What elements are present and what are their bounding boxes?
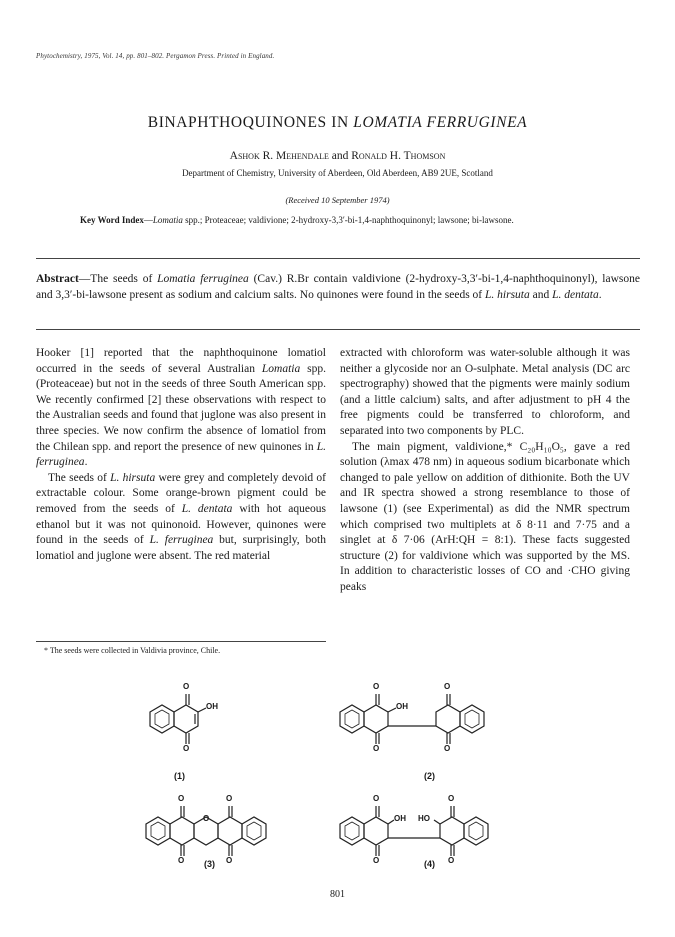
footnote-rule [36,641,326,642]
italic-run: L. ferruginea [36,440,326,469]
keyword-text: spp.; Proteaceae; valdivione; 2-hydroxy-3,3′-bi-1,4-naphthoquinonyl; lawsone; bi-lawsone. [182,215,514,225]
italic-run: Lomatia [261,362,301,375]
oxygen-atom: O [226,794,233,803]
abstract-text: The seeds of [90,273,158,285]
abstract-italic: L. hirsuta [485,288,530,301]
abstract-italic: Lomatia ferruginea [157,273,249,285]
paragraph: The main pigment, valdivione,* C₂₀H₁₀O₅, gave a red solution (λmax 478 nm) in aqueous sodium bicarbonate which changed to pale yellow on addition of dithionite. Both the UV and IR spectra showed a strong resemblance to those of lawsone (1) (see Experimental) as did the NMR spectrum which comprised two multiplets at δ 8·11 and 7·75 and a singlet at δ 7·06 (ArH:QH = 8:1). These facts suggested structure (2) for valdivione which was supported by the MS. In addition to characteristic losses of CO and ·CHO giving peaks [340,440,630,593]
page-number: 801 [330,889,345,900]
structure-1-label: (1) [174,771,185,781]
oxygen-atom: O [448,856,455,865]
structure-1 [140,672,250,757]
abstract-text: and [529,288,553,301]
hydroxyl-group: OH [394,814,406,823]
structure-2-drawing [330,672,510,752]
right-column [340,346,630,596]
hydroxyl-group: OH [396,702,408,711]
abstract-italic: L. dentata [552,288,599,301]
title-main: BINAPHTHOQUINONES IN [147,114,354,131]
structure-3 [140,784,320,869]
title-italic: LOMATIA FERRUGINEA [353,114,528,131]
oxygen-atom: O [373,682,380,691]
author-line [0,150,675,162]
paragraph [36,471,326,565]
structure-4 [330,784,520,869]
affiliation: Department of Chemistry, University of Aberdeen, Old Aberdeen, AB9 2UE, Scotland [182,168,493,178]
text-run: were grey and completely devoid of extractable colour. Some orange-brown pigment could be removed from the seeds of [36,471,326,515]
oxygen-atom: O [178,794,185,803]
oxygen-atom: O [444,682,451,691]
hydroxyl-group: OH [206,702,218,711]
oxygen-atom: O [178,856,185,865]
structure-2 [330,672,510,757]
oxygen-atom: O [373,744,380,753]
oxygen-atom: O [226,856,233,865]
divider-bottom [36,329,640,330]
divider-top [36,258,640,259]
oxygen-atom: O [373,794,380,803]
keyword-index: Key Word Index—Lomatia spp.; Proteaceae; valdivione; 2-hydroxy-3,3′-bi-1,4-naphthoquinonyl; lawsone; bi-lawsone. [80,215,514,225]
italic-run: L. dentata [181,502,233,515]
text-run: . [84,456,88,469]
oxygen-atom: O [373,856,380,865]
received-date: (Received 10 September 1974) [285,195,390,205]
author-conjunction: and [328,150,352,162]
paragraph [36,346,326,471]
abstract-text: (Cav.) R.Br contain valdivione (2-hydroxy-3,3′-bi-1,4-naphthoquinonyl), lawsone and 3,3′-bi-lawsone present as sodium and calcium salts. No quinones were found in the seeds of [36,273,640,301]
structure-3-label: (3) [204,859,215,869]
journal-citation: Phytochemistry, 1975, Vol. 14, pp. 801–802. Pergamon Press. Printed in England. [36,52,275,60]
structure-2-label: (2) [424,771,435,781]
abstract-label: Abstract [36,273,79,285]
keyword-label: Key Word Index [80,215,144,225]
text-run: but, surprisingly, both lomatiol and juglone were absent. The red material [36,534,326,562]
structure-4-drawing [330,784,520,864]
text-run: spp. (Proteaceae) but not in the seeds of three South American spp. We recently confirmed [2] these observations with respect to the Australian seeds and found that juglone was also present in three species. We now confirm the absence of lomatiol from the Chilean spp. and report the presence of new quinones in [36,362,326,453]
italic-run: L. ferruginea [149,534,214,547]
text-run: with hot aqueous ethanol but it was not quinonoid. However, quinones were found in the seeds of [36,502,326,547]
text-run: Hooker [1] reported that the naphthoquinone lomatiol occurred in the seeds of several Australian [36,347,326,375]
left-column [36,346,326,564]
ring-oxygen-atom: O [203,814,210,823]
paragraph: extracted with chloroform was water-soluble although it was neither a glycoside nor an O-sulphate. Metal analysis (DC arc spectrography) showed that the pigments were mainly sodium (and a little calcium) salts, and after adjustment to pH 4 the free pigments could be transferred to chloroform, and separated into two components by PLC. [340,347,630,437]
abstract: Abstract—The seeds of Lomatia ferruginea (Cav.) R.Br contain valdivione (2-hydroxy-3,3′-bi-1,4-naphthoquinonyl), lawsone and 3,3′-bi-lawsone present as sodium and calcium salts. No quinones were found in the seeds of L. hirsuta and L. dentata. [36,273,640,301]
structure-4-label: (4) [424,859,435,869]
footnote: * The seeds were collected in Valdivia province, Chile. [44,646,221,655]
oxygen-atom: O [183,744,190,753]
text-run: The seeds of [48,471,111,484]
structure-1-drawing [140,672,250,752]
oxygen-atom: O [183,682,190,691]
keyword-italic: Lomatia [152,215,183,225]
article-title [0,114,675,132]
author-2: Ronald H. Thomson [351,150,446,162]
oxygen-atom: O [444,744,451,753]
italic-run: L. hirsuta [110,471,156,484]
oxygen-atom: O [448,794,455,803]
author-1: Ashok R. Mehendale [229,150,329,162]
hydroxyl-group: HO [418,814,430,823]
abstract-text: . [598,288,602,301]
